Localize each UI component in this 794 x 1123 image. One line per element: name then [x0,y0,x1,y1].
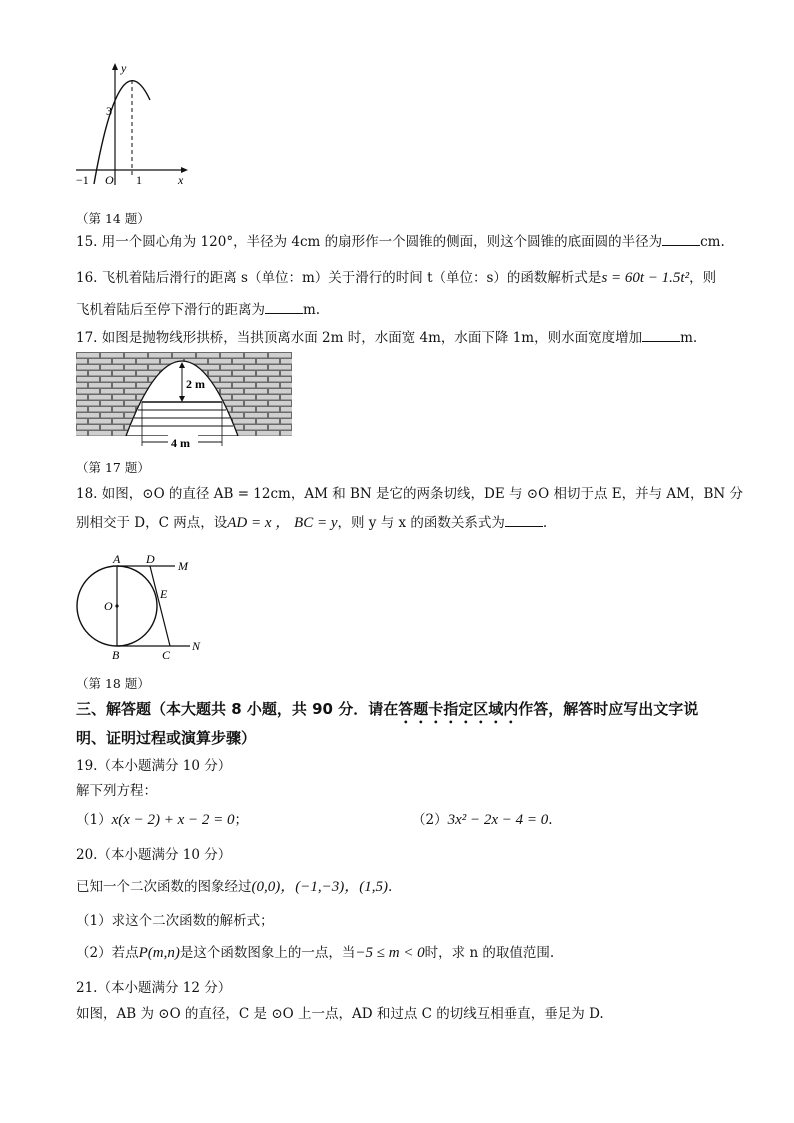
tick-label-1: 1 [136,173,142,187]
width-label: 4 m [171,436,190,450]
caption-fig17: （第 17 题） [76,460,150,475]
q16-line1-end: ，则 [689,270,717,286]
q19-part2 [412,811,553,829]
section3-emph: 答题卡指定区域内 [398,700,519,718]
section3-line1-b: 作答，解答时应写出文字说 [518,700,699,718]
q21-head: 21.（本小题满分 12 分） [76,980,232,996]
label-A: A [113,552,121,566]
q16-formula: s = 60t − 1.5t² [601,270,690,286]
q18-line1-a: 18. 如图， [76,486,143,502]
figure-17-arch-bridge [76,352,292,452]
question-18-line1 [76,485,743,503]
label-E: E [160,587,168,601]
figure-14-graph [70,60,195,190]
question-16-line1 [76,269,716,287]
q19-intro: 解下列方程： [76,783,157,799]
label-M: M [178,559,188,573]
q20-p2-c: 时，求 n 的取值范围. [424,945,555,961]
q17-unit: m. [680,330,698,346]
q15-unit: cm. [700,234,725,250]
tick-label-neg1: −1 [76,173,89,187]
question-17 [76,329,697,347]
q16-unit: m. [303,302,321,318]
center-dot [115,604,118,607]
q20-p2-b: 是这个函数图象上的一点，当 [179,945,356,961]
q18-line2-end: . [542,515,548,531]
q20-line1-a: 已知一个二次函数的图象经过 [76,879,252,895]
parabola-curve [94,81,150,184]
q19-p2-end: . [548,812,553,828]
q20-p2-math1: P(m,n) [138,945,180,961]
question-16-line2 [76,301,320,319]
q18-line1-b: ⊙O 的直径 AB = 12cm，AM 和 BN 是它的两条切线，DE 与 ⊙O 相切于点 E，并与 AM，BN 分 [142,486,743,502]
q18-line2-math: AD = x ， BC = y [227,515,338,531]
caption-fig18: （第 18 题） [76,676,150,691]
q16-line2: 飞机着陆后至停下滑行的距离为 [76,302,265,318]
q19-p1-label: （1） [76,812,112,828]
q20-line1-math: (0,0)，(−1,−3)，(1,5) [251,879,388,895]
tick-label-3: 3 [106,104,112,118]
section3-line1-a: 三、解答题（本大题共 8 小题，共 90 分．请在 [76,700,399,718]
caption-fig14: （第 14 题） [76,211,150,226]
q20-part2 [76,944,554,962]
q16-line1: 16. 飞机着陆后滑行的距离 s（单位：m）关于滑行的时间 t（单位：s）的函数解析式是 [76,270,602,286]
section-3-heading-line2: 明、证明过程或演算步骤） [76,729,257,747]
q18-line2-b: ，则 y 与 x 的函数关系式为 [337,515,505,531]
label-N: N [192,639,201,653]
x-axis-label: x [178,173,184,187]
q15-text: 15. 用一个圆心角为 120°，半径为 4cm 的扇形作一个圆锥的侧面，则这个圆锥的底面圆的半径为 [76,234,663,250]
q17-blank [642,329,680,342]
q20-head: 20.（本小题满分 10 分） [76,847,232,863]
q20-line1 [76,878,392,896]
question-15 [76,233,725,251]
q19-head: 19.（本小题满分 10 分） [76,758,232,774]
y-axis-arrow [112,63,118,70]
q16-blank [265,301,303,314]
q17-text: 17. 如图是抛物线形拱桥，当拱顶离水面 2m 时，水面宽 4m，水面下降 1m，则水面宽度增加 [76,330,643,346]
q20-p2-a: （2）若点 [76,945,139,961]
figure-18-circle-tangents [70,552,210,662]
q20-line1-end: . [387,879,393,895]
y-axis-label: y [121,61,127,75]
label-D: D [146,552,155,566]
origin-label: O [105,173,114,187]
q19-p1-math: x(x − 2) + x − 2 = 0 [111,812,235,828]
q19-p2-label: （2） [412,812,448,828]
q19-p2-math: 3x² − 2x − 4 = 0 [447,812,549,828]
tangent-DC [150,566,170,646]
section-3-heading-line1 [76,698,698,727]
height-label: 2 m [186,377,205,391]
question-18-line2 [76,514,547,532]
label-B: B [112,648,120,662]
q21-line1: 如图，AB 为 ⊙O 的直径，C 是 ⊙O 上一点，AD 和过点 C 的切线互相垂直，垂足为 D. [76,1006,604,1022]
q18-blank [505,514,543,527]
q19-p1-end: ； [234,812,249,828]
label-O: O [104,599,113,613]
label-C: C [162,648,171,662]
q20-p2-math2: −5 ≤ m < 0 [355,945,425,961]
q18-line2-a: 别相交于 D，C 两点，设 [76,515,228,531]
q19-part1 [76,811,248,829]
q20-part1: （1）求这个二次函数的解析式； [76,913,274,929]
q15-blank [662,233,700,246]
